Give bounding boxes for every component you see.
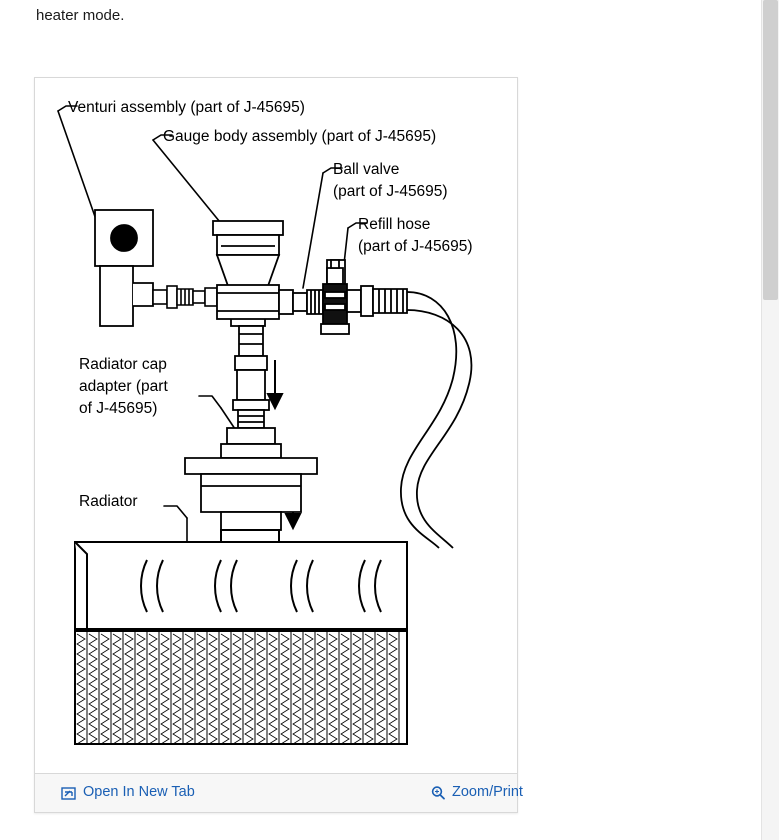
figure-image[interactable] (35, 78, 517, 775)
page-scrollbar-thumb[interactable] (763, 0, 778, 300)
figure-footer (35, 773, 523, 812)
zoom-print-link[interactable]: Zoom/Print (452, 784, 523, 800)
callout-cap-adapter-line3: of J-45695) (79, 400, 158, 417)
callout-refill-hose-line1: Refill hose (358, 216, 431, 233)
callout-gauge-body-line1: Gauge body assembly (part of J-45695) (163, 128, 437, 145)
callout-cap-adapter-line2: adapter (part (79, 378, 168, 395)
callout-ball-valve-line1: Ball valve (333, 161, 400, 178)
tee-fitting-graphic (217, 285, 323, 319)
callout-ball-valve-line2: (part of J-45695) (333, 183, 448, 200)
magnifier-icon (430, 785, 446, 801)
radiator-filler-neck (221, 530, 279, 542)
callout-radiator-line1: Radiator (79, 493, 138, 510)
figure-card (34, 77, 523, 813)
open-in-new-tab-link[interactable]: Open In New Tab (83, 784, 195, 800)
open-in-new-tab-icon (61, 785, 77, 801)
callout-venturi-line1: Venturi assembly (part of J-45695) (68, 99, 305, 116)
technical-illustration (35, 78, 517, 775)
page-scrollbar-track[interactable] (761, 0, 779, 840)
callout-refill-hose-line2: (part of J-45695) (358, 238, 473, 255)
hose-fitting-graphic (347, 286, 407, 316)
callout-cap-adapter-line1: Radiator cap (79, 356, 167, 373)
paragraph-text: heater mode. (36, 7, 125, 24)
